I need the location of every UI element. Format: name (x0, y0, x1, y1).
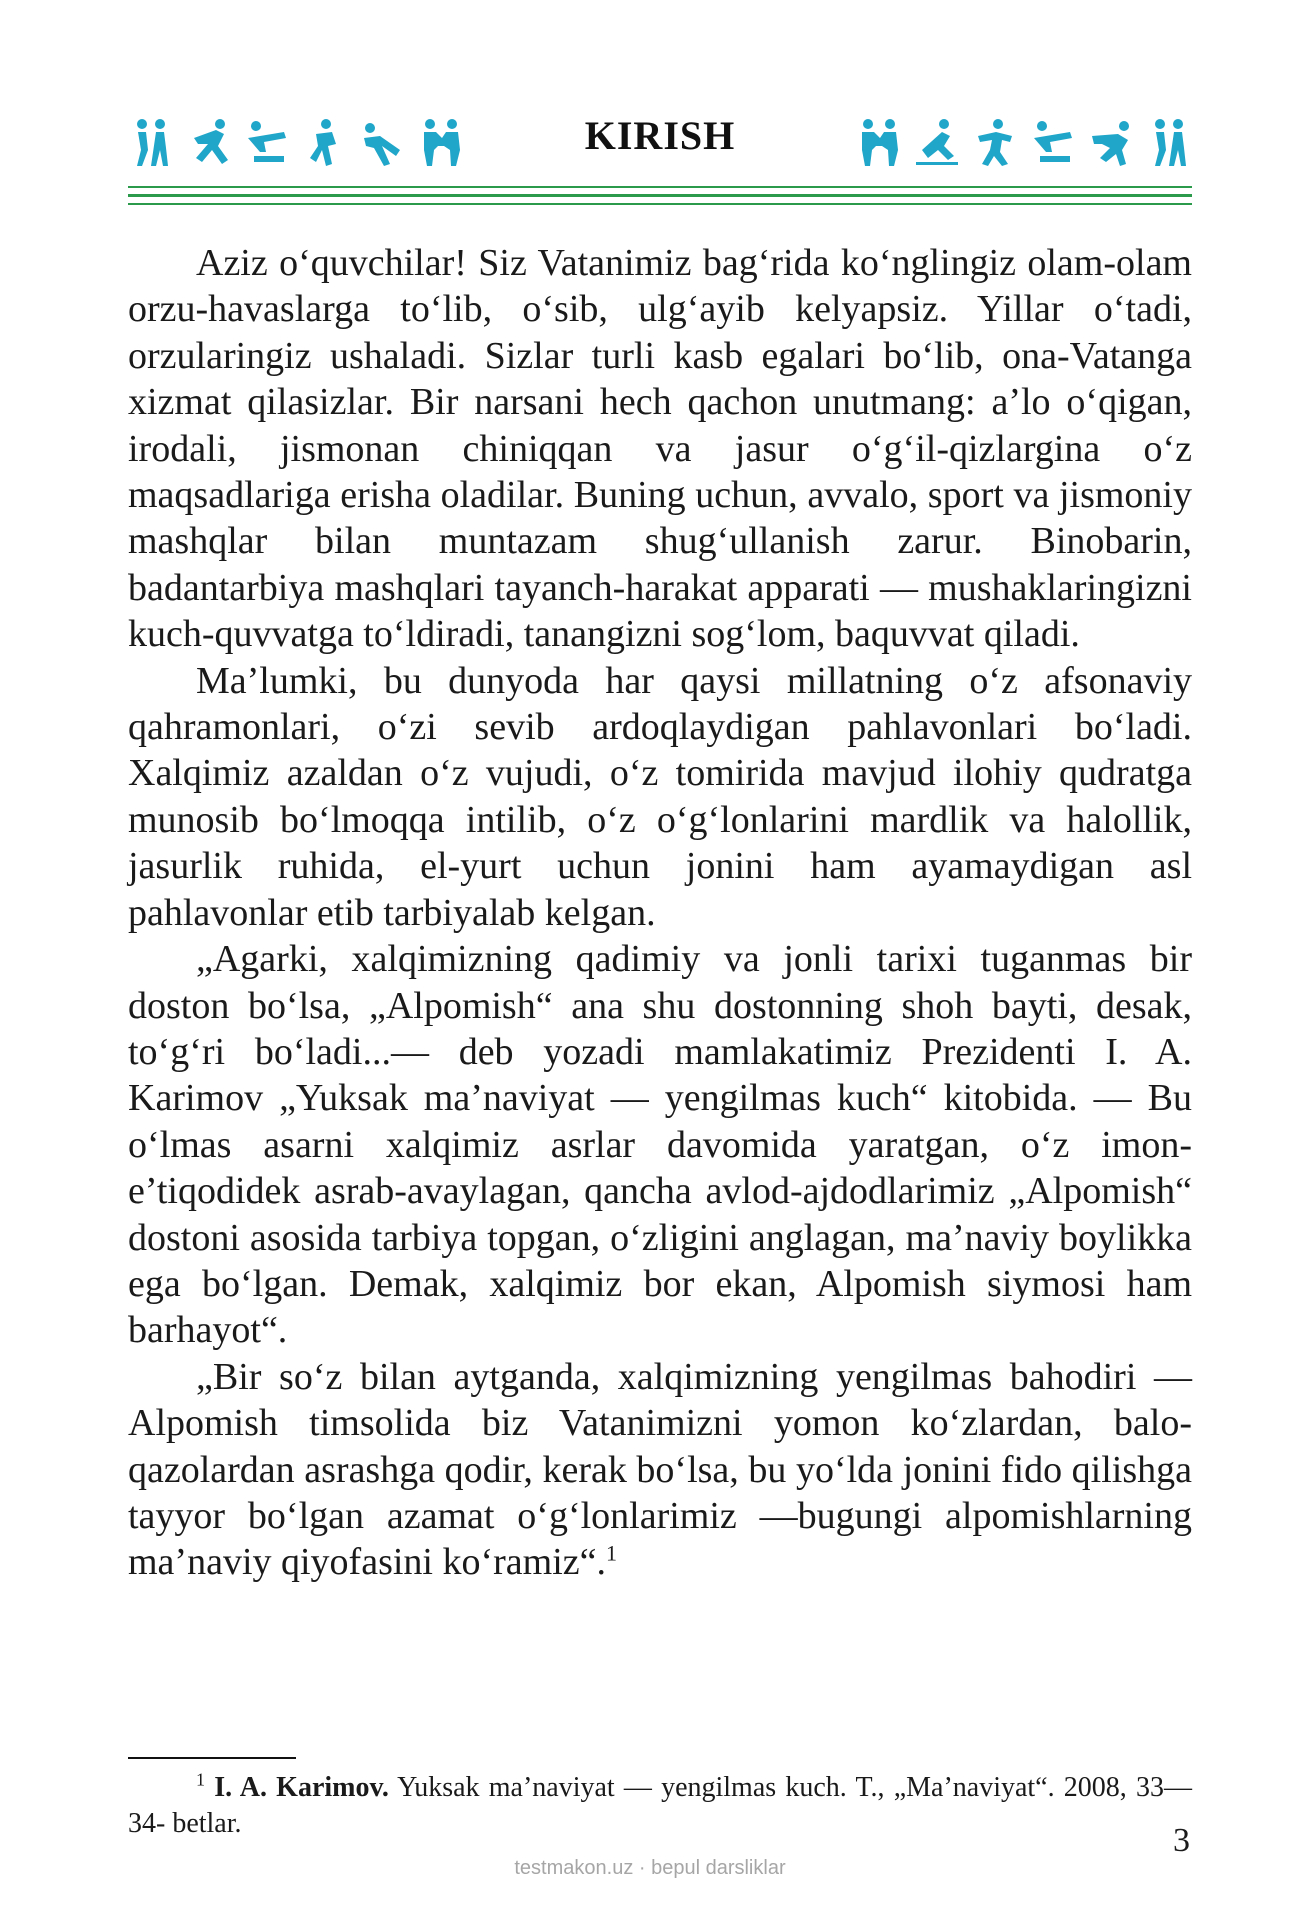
wrestler-icon (1088, 116, 1134, 173)
watermark: testmakon.uz · bepul darsliklar (514, 1857, 786, 1879)
footnote-separator (128, 1757, 296, 1759)
header-rule-line (128, 194, 1192, 197)
paragraph: „Agarki, xalqimizning qadimiy va jonli tarixi tuganmas bir doston bo‘lsa, „Alpomish“ ana shu dostonning shoh bayti, desak, to‘g‘ri bo‘ladi...— deb yozadi mamlakatimiz Prezidenti I. A. Karimov „Yuksak ma’naviyat — yengilmas kuch“ kitobida. — Bu o‘lmas asarni xalqimiz asrlar davomida yaratgan, o‘z imon-e’tiqodidek asrab-avaylagan, qancha avlod-ajdodlarimiz „Alpomish“ dostoni asosida tarbiya topgan, o‘zligini anglagan, ma’naviy boylikka ega bo‘lgan. Demak, xalqimiz bor ekan, Alpomish siymosi ham barhayot“. (128, 938, 1192, 1352)
runners-icon (1146, 116, 1192, 173)
footnote-author: I. A. Karimov. (214, 1772, 389, 1803)
gymnast-icon (1030, 116, 1076, 173)
footnote (128, 1770, 1192, 1842)
footnote-reference[interactable]: 1 (606, 1540, 618, 1566)
header-rules (128, 186, 1192, 211)
paragraph-text: „Bir so‘z bilan aytganda, xalqimizning yengilmas bahodiri — Alpomish timsolida biz Vatanimizni yomon ko‘zlardan, balo-qazolardan asrashga qodir, kerak bo‘lsa, bu yo‘lda jonini fido qilishga tayyor bo‘lgan azamat o‘g‘lonlarimiz —bugungi alpomishlarning ma’naviy qiyofasini ko‘ramiz“. (128, 1355, 1192, 1584)
sport-icons-right (856, 116, 1192, 173)
header-rule-line (128, 186, 1192, 188)
paragraph (128, 1354, 1192, 1586)
header-rule-line (128, 203, 1192, 205)
footnote-mark: 1 (196, 1769, 205, 1790)
page-number: 3 (1173, 1822, 1190, 1859)
chapter-title: KIRISH (584, 113, 736, 158)
chapter-header (128, 108, 1192, 178)
paragraph: Ma’lumki, bu dunyoda har qaysi millatning o‘z afsonaviy qahramonlari, o‘zi sevib ardoqlaydigan pahlavonlari bo‘ladi. Xalqimiz azaldan o‘z vujudi, o‘z tomirida mavjud ilohiy qudratga munosib bo‘lmoqqa intilib, o‘z o‘g‘lonlarini mardlik va halollik, jasurlik ruhida, el-yurt uchun jonini ham ayamaydigan asl pahlavonlar etib tarbiyalab kelgan. (128, 659, 1192, 934)
skier-icon (914, 116, 960, 173)
jumper-icon (972, 116, 1018, 173)
footnote-text: Yuksak ma’naviyat — yengilmas kuch. T., „Ma’naviyat“. 2008, 33—34- betlar. (128, 1772, 1192, 1839)
paragraph: Aziz o‘quvchilar! Siz Vatanimiz bag‘rida ko‘nglingiz olam-olam orzu-havaslarga to‘lib, o‘sib, ulg‘ayib kelyapsiz. Yillar o‘tadi, orzularingiz ushaladi. Sizlar turli kasb egalari bo‘lib, ona-Vatanga xizmat qilasizlar. Bir narsani hech qachon unutmang: a’lo o‘qigan, irodali, jismonan chiniqqan va jasur o‘g‘il-qizlargina o‘z maqsadlariga erisha oladilar. Buning uchun, avvalo, sport va jismoniy mashqlar bilan muntazam shug‘ullanish zarur. Binobarin, badantarbiya mashqlari tayanch-harakat apparati — mushaklaringizni kuch-quvvatga to‘ldiradi, tanangizni sog‘lom, baquvvat qiladi. (128, 242, 1192, 656)
body-text (128, 240, 1192, 1586)
wrestlers-icon (856, 116, 902, 173)
